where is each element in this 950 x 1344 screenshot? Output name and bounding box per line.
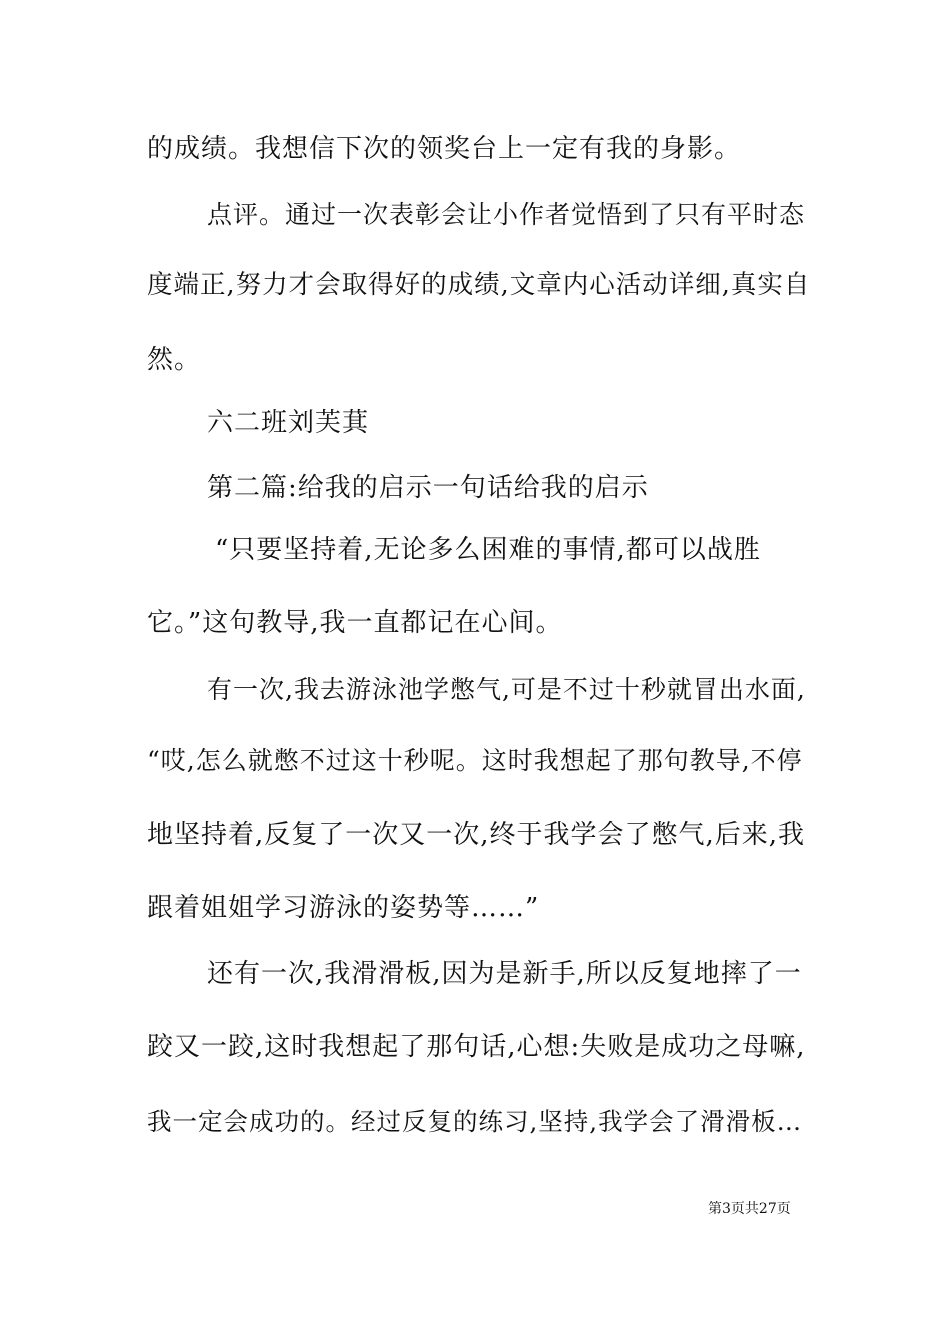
paragraph-line-7: “只要坚持着,无论多么困难的事情,都可以战胜 bbox=[215, 535, 761, 565]
paragraph-line-13: 还有一次,我滑滑板,因为是新手,所以反复地摔了一 bbox=[207, 959, 802, 989]
paragraph-line-14: 跤又一跤,这时我想起了那句话,心想:失败是成功之母嘛, bbox=[147, 1032, 806, 1062]
section-title: 第二篇:给我的启示一句话给我的启示 bbox=[207, 473, 649, 503]
author-line: 六二班刘芙萁 bbox=[207, 408, 370, 438]
paragraph-line-10: “哎,怎么就憋不过这十秒呢。这时我想起了那句教导,不停 bbox=[147, 746, 803, 775]
paragraph-line-9: 有一次,我去游泳池学憋气,可是不过十秒就冒出水面, bbox=[207, 675, 806, 704]
paragraph-line-2: 点评。通过一次表彰会让小作者觉悟到了只有平时态 bbox=[207, 200, 806, 229]
paragraph-line-8: 它。”这句教导,我一直都记在心间。 bbox=[147, 608, 563, 638]
paragraph-line-12: 跟着姐姐学习游泳的姿势等……” bbox=[147, 893, 540, 923]
paragraph-line-15: 我一定会成功的。经过反复的练习,坚持,我学会了滑滑板… bbox=[147, 1107, 803, 1136]
page-number: 第3页共27页 bbox=[708, 1201, 791, 1217]
paragraph-line-1: 的成绩。我想信下次的领奖台上一定有我的身影。 bbox=[147, 134, 742, 164]
paragraph-line-3: 度端正,努力才会取得好的成绩,文章内心活动详细,真实自 bbox=[147, 270, 811, 300]
paragraph-line-4: 然。 bbox=[147, 345, 202, 375]
paragraph-line-11: 地坚持着,反复了一次又一次,终于我学会了憋气,后来,我 bbox=[147, 820, 806, 850]
